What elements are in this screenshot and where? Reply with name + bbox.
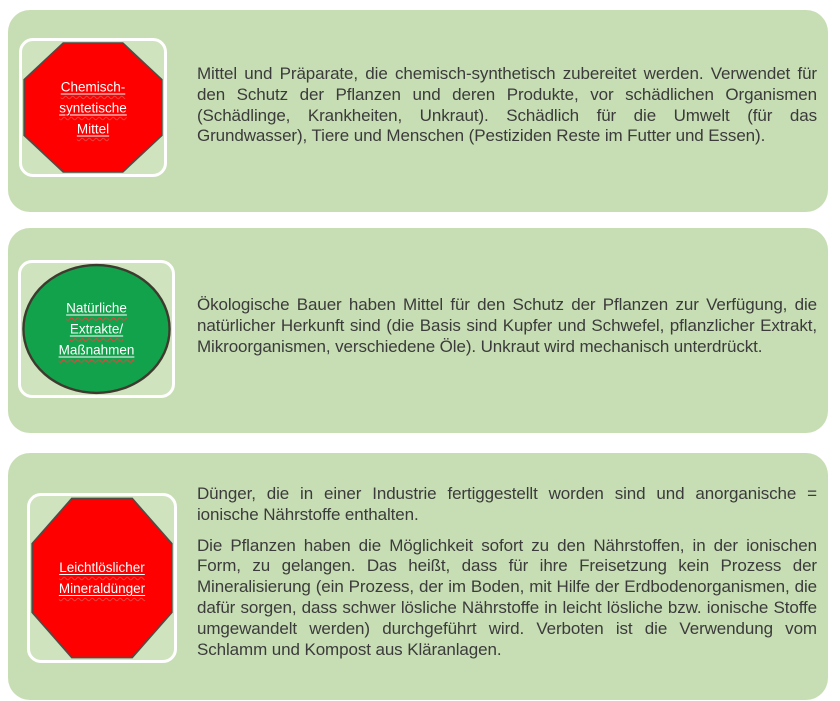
- shape-label: [21, 298, 172, 361]
- shape-frame: [18, 260, 175, 398]
- shape-label-line: syntetische: [59, 100, 127, 115]
- shape-label-line: Mineraldünger: [58, 581, 146, 596]
- description-column: [197, 64, 817, 147]
- panel-natural-extracts: [8, 228, 828, 433]
- description-paragraph: Mittel und Präparate, die chemisch-synthetisch zubereitet werden. Verwendet für den Schutz der Pflanzen und deren Produkte, vor schädlichen Organismen (Schädlinge, Krankheiten, Unkraut). Schädlich für die Umwelt (für das Grundwasser), Tiere und Menschen (Pestiziden Reste im Futter und Essen).: [197, 64, 817, 146]
- description-paragraph: Ökologische Bauer haben Mittel für den Schutz der Pflanzen zur Verfügung, die natürlicher Herkunft sind (die Basis sind Kupfer und Schwefel, pflanzlicher Extrakt, Mikroorganismen, verschiedene Öle). Unkraut wird mechanisch unterdrückt.: [197, 295, 817, 356]
- description-paragraph: Dünger, die in einer Industrie fertiggestellt worden sind und anorganische = ionische Nährstoffe enthalten.: [197, 484, 817, 524]
- description-column: [197, 295, 817, 357]
- shape-frame: [19, 38, 167, 177]
- panel-chemical-synthetic-agents: [8, 10, 828, 212]
- shape-label-line: Leichtlöslicher: [59, 560, 145, 575]
- shape-label-line: Chemisch-: [60, 79, 126, 94]
- shape-label: [30, 557, 174, 599]
- description-column: [197, 484, 817, 660]
- shape-label-line: Extrakte/: [69, 321, 124, 337]
- shape-label-line: Natürliche: [66, 300, 127, 316]
- shape-label-line: Mittel: [76, 121, 110, 136]
- shape-label: [22, 76, 164, 139]
- shape-frame: [27, 493, 177, 663]
- panel-mineral-fertilizer: [8, 453, 828, 700]
- shape-label-line: Maßnahmen: [58, 342, 135, 358]
- description-paragraph: Die Pflanzen haben die Möglichkeit sofort zu den Nährstoffen, in der ionischen Form, zu gelangen. Das heißt, dass für ihre Freisetzung kein Prozess der Mineralisierung (ein Prozess, der im Boden, mit Hilfe der Erdbodenorganismen, die dafür sorgen, dass schwer lösliche Nährstoffe in leicht lösliche bzw. ionische Stoffe umgewandelt werden) durchgeführt wird. Verboten ist die Verwendung vom Schlamm und Kompost aus Kläranlagen.: [197, 535, 817, 659]
